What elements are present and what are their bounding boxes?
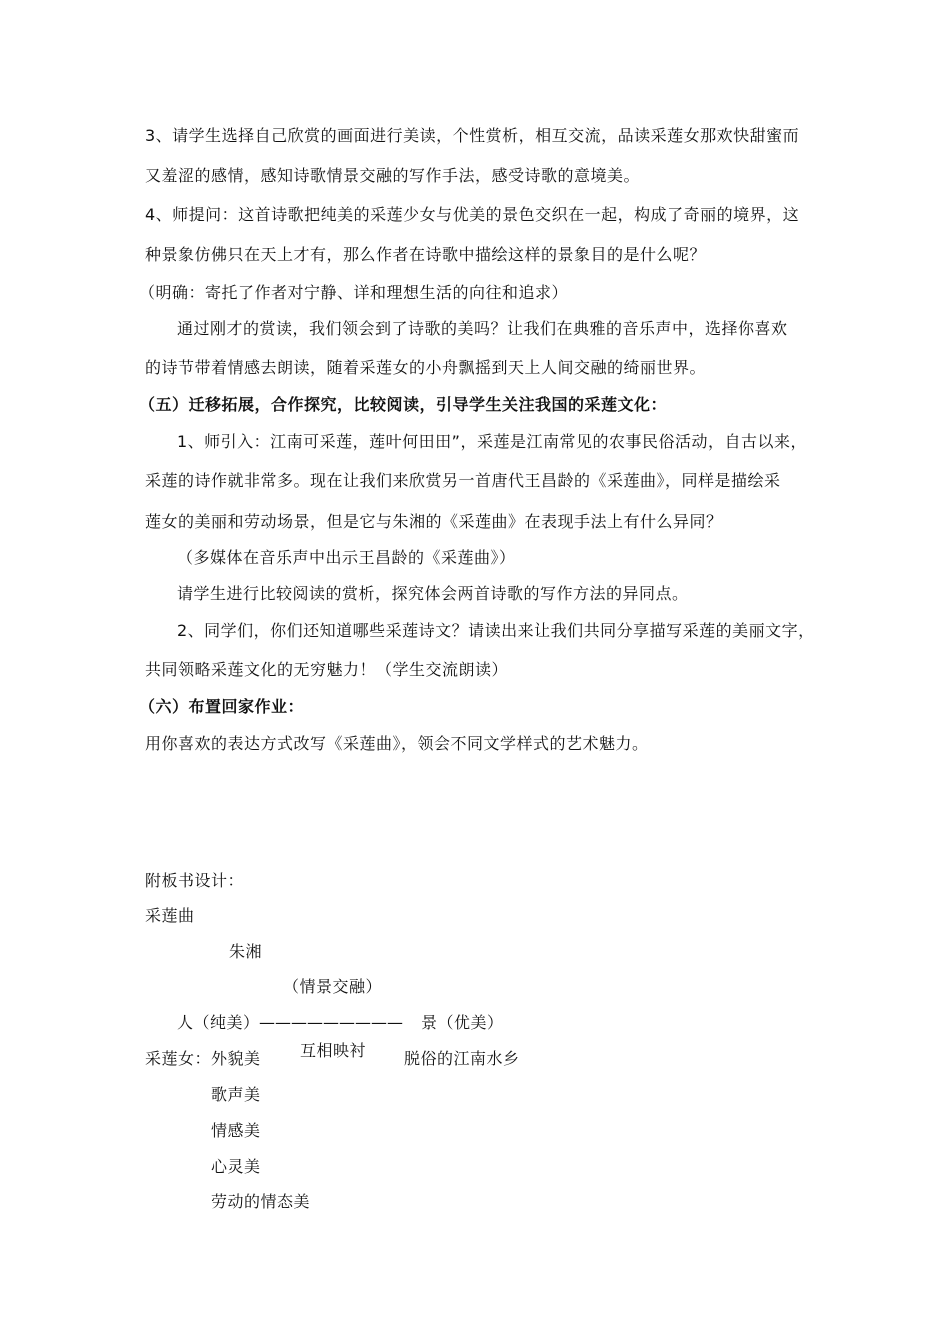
board-theme: （情景交融） (283, 977, 383, 996)
board-author: 朱湘 (229, 942, 263, 961)
section-5-item-1-line-3: 莲女的美丽和劳动场景，但是它与朱湘的《采莲曲》在表现手法上有什么异同？ (145, 512, 723, 531)
board-beauty-item: 劳动的情态美 (211, 1192, 311, 1211)
section-5-heading: （五）迁移拓展，合作探究，比较阅读，引导学生关注我国的采莲文化： (139, 395, 668, 414)
section-5-item-2-line-1: 2、同学们，你们还知道哪些采莲诗文？请读出来让我们共同分享描写采莲的美丽文字， (177, 621, 815, 640)
comparison-instruction: 请学生进行比较阅读的赏析，探究体会两首诗歌的写作方法的异同点。 (177, 584, 689, 603)
multimedia-note: （多媒体在音乐声中出示王昌龄的《采莲曲》） (177, 548, 516, 567)
reading-paragraph-line-1: 通过刚才的赏读，我们领会到了诗歌的美吗？让我们在典雅的音乐声中，选择你喜欢 (177, 319, 788, 338)
section-5-item-1-line-2: 采莲的诗作就非常多。现在让我们来欣赏另一首唐代王昌龄的《采莲曲》，同样是描绘采 (145, 471, 781, 490)
board-dash-connector: ————————— (259, 1013, 403, 1032)
board-maiden-label: 采莲女：外貌美 (145, 1049, 261, 1068)
section-6-heading: （六）布置回家作业： (139, 697, 305, 716)
board-scene: 景（优美） (421, 1013, 504, 1032)
board-design-title: 附板书设计： (145, 871, 245, 890)
board-beauty-item: 情感美 (211, 1121, 261, 1140)
paragraph-4-line-1: 4、师提问：这首诗歌把纯美的采莲少女与优美的景色交织在一起，构成了奇丽的境界，这 (145, 205, 800, 224)
board-scenery: 脱俗的江南水乡 (404, 1049, 520, 1068)
board-beauty-item: 歌声美 (211, 1085, 261, 1104)
clarification-note: （明确：寄托了作者对宁静、详和理想生活的向往和追求） (139, 283, 569, 302)
board-person: 人（纯美） (177, 1013, 260, 1032)
homework-text: 用你喜欢的表达方式改写《采莲曲》，领会不同文学样式的艺术魅力。 (145, 734, 649, 753)
paragraph-3-line-1: 3、请学生选择自己欣赏的画面进行美读，个性赏析，相互交流，品读采莲女那欢快甜蜜而 (145, 126, 800, 145)
paragraph-4-line-2: 种景象仿佛只在天上才有，那么作者在诗歌中描绘这样的景象目的是什么呢？ (145, 245, 707, 264)
board-poem-title: 采莲曲 (145, 906, 195, 925)
board-mutual-contrast: 互相映衬 (300, 1041, 367, 1060)
paragraph-3-line-2: 又羞涩的感情，感知诗歌情景交融的写作手法，感受诗歌的意境美。 (145, 166, 641, 185)
section-5-item-2-line-2: 共同领略采莲文化的无穷魅力！（学生交流朗读） (145, 660, 509, 679)
section-5-item-1-line-1: 1、师引入：江南可采莲，莲叶何田田”，采莲是江南常见的农事民俗活动，自古以来， (177, 432, 807, 451)
board-beauty-item: 心灵美 (211, 1157, 261, 1176)
reading-paragraph-line-2: 的诗节带着情感去朗读，随着采莲女的小舟飘摇到天上人间交融的绮丽世界。 (145, 358, 707, 377)
